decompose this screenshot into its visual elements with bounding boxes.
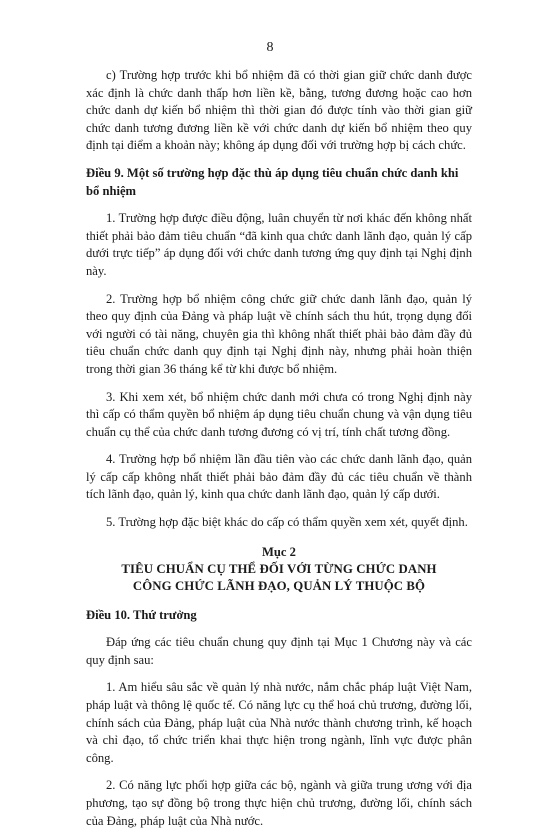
document-body [86,67,472,840]
section-2-title-line-2: CÔNG CHỨC LÃNH ĐẠO, QUẢN LÝ THUỘC BỘ [132,578,426,593]
article-10-heading: Điều 10. Thứ trưởng [86,607,197,622]
page-number: 8 [266,40,274,55]
article-10-clause-1: 1. Am hiểu sâu sắc về quản lý nhà nước, nắm chắc pháp luật Việt Nam, pháp luật và thông lệ quốc tế. Có năng lực cụ thể hoá chủ trương, đường lối, chính sách của Đảng, pháp luật của Nhà nước thành chương trình, kế hoạch và chỉ đạo, tổ chức triển khai thực hiện trong ngành, lĩnh vực được phân công. [86,680,472,765]
article-10-intro: Đáp ứng các tiêu chuẩn chung quy định tại Mục 1 Chương này và các quy định sau: [86,635,472,667]
section-2-label: Mục 2 [262,544,296,559]
paragraph-point-c: c) Trường hợp trước khi bổ nhiệm đã có thời gian giữ chức danh được xác định là chức danh thấp hơn liền kề, bằng, tương đương hoặc cao hơn chức danh dự kiến bổ nhiệm thì thời gian đó được tính vào thời gian giữ chức danh tương đương liền kề với chức danh dự kiến bổ nhiệm theo quy định tại điểm a khoản này; không áp dụng đối với trường hợp bị cách chức. [86,68,472,153]
article-9-clause-5: 5. Trường hợp đặc biệt khác do cấp có thẩm quyền xem xét, quyết định. [106,515,468,530]
article-9-clause-2: 2. Trường hợp bổ nhiệm công chức giữ chức danh lãnh đạo, quản lý theo quy định của Đảng và pháp luật về chính sách thu hút, trọng dụng đối với người có tài năng, chuyên gia thì không nhất thiết phải bảo đảm đầy đủ tiêu chuẩn chức danh quy định tại Nghị định này, nhưng phải hoàn thiện trong thời gian 36 tháng kể từ khi được bổ nhiệm. [86,291,472,376]
article-9-clause-3: 3. Khi xem xét, bổ nhiệm chức danh mới chưa có trong Nghị định này thì cấp có thẩm quyền bổ nhiệm áp dụng tiêu chuẩn chung và vận dụng tiêu chuẩn cụ thể của chức danh tương đương có vị trí, tính chất tương đồng. [86,389,472,439]
article-10-clause-2: 2. Có năng lực phối hợp giữa các bộ, ngành và giữa trung ương với địa phương, tạo sự đồng bộ trong thực hiện chủ trương, đường lối, chính sách của Đảng, pháp luật của Nhà nước. [86,778,472,828]
section-2-heading [86,544,472,595]
article-9-clause-4: 4. Trường hợp bổ nhiệm lần đầu tiên vào các chức danh lãnh đạo, quản lý cấp cấp không nhất thiết phải bảo đảm đầy đủ các tiêu chuẩn về thành tích lãnh đạo, quản lý, kinh qua chức danh lãnh đạo, quản lý cấp dưới. [86,452,472,502]
article-9-heading: Điều 9. Một số trường hợp đặc thù áp dụng tiêu chuẩn chức danh khi bổ nhiệm [86,165,459,198]
article-9-clause-1: 1. Trường hợp được điều động, luân chuyển từ nơi khác đến không nhất thiết phải bảo đảm tiêu chuẩn “đã kinh qua chức danh lãnh đạo, quản lý cấp dưới trực tiếp” áp dụng đối với chức danh tương ứng quy định tại Nghị định này. [86,211,472,278]
section-2-title-line-1: TIÊU CHUẨN CỤ THỂ ĐỐI VỚI TỪNG CHỨC DANH [121,561,437,576]
